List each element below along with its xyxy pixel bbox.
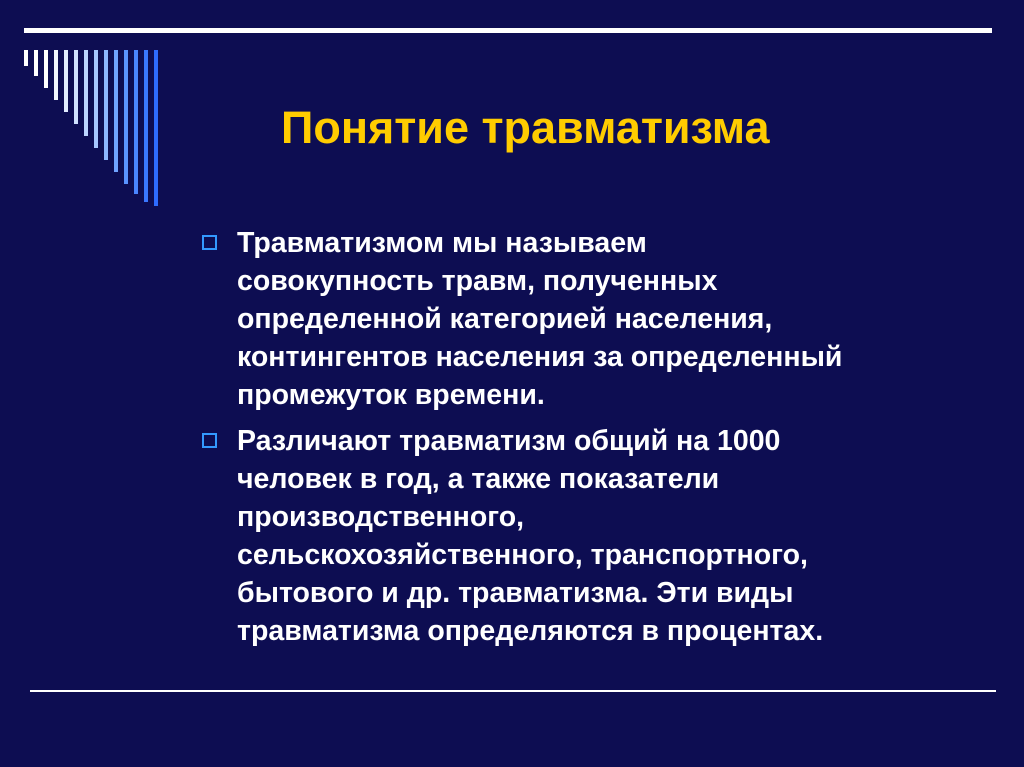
bullet-line: сельскохозяйственного, транспортного, bbox=[237, 539, 808, 571]
hollow-square-bullet-icon bbox=[202, 433, 217, 448]
bullet-line: совокупность травм, полученных bbox=[237, 265, 718, 297]
bullet-line: бытового и др. травматизма. Эти виды bbox=[237, 577, 794, 609]
bullet-list bbox=[198, 224, 988, 658]
bullet-line: Различают травматизм общий на 1000 bbox=[237, 425, 781, 457]
bullet-line: Травматизмом мы называем bbox=[237, 227, 647, 259]
hollow-square-bullet-icon bbox=[202, 235, 217, 250]
bullet-item bbox=[198, 224, 988, 414]
bullet-line: травматизма определяются в процентах. bbox=[237, 615, 824, 647]
bullet-line: промежуток времени. bbox=[237, 379, 545, 411]
bullet-line: контингентов населения за определенный bbox=[237, 341, 843, 373]
bullet-item bbox=[198, 422, 988, 650]
bottom-rule bbox=[30, 690, 996, 692]
bullet-text bbox=[237, 224, 988, 414]
bullet-line: производственного, bbox=[237, 501, 525, 533]
bullet-line: определенной категорией населения, bbox=[237, 303, 773, 335]
slide-title: Понятие травматизма bbox=[281, 102, 770, 153]
vertical-stripes-decoration bbox=[0, 0, 180, 210]
bullet-line: человек в год, а также показатели bbox=[237, 463, 720, 495]
bullet-text bbox=[237, 422, 988, 650]
